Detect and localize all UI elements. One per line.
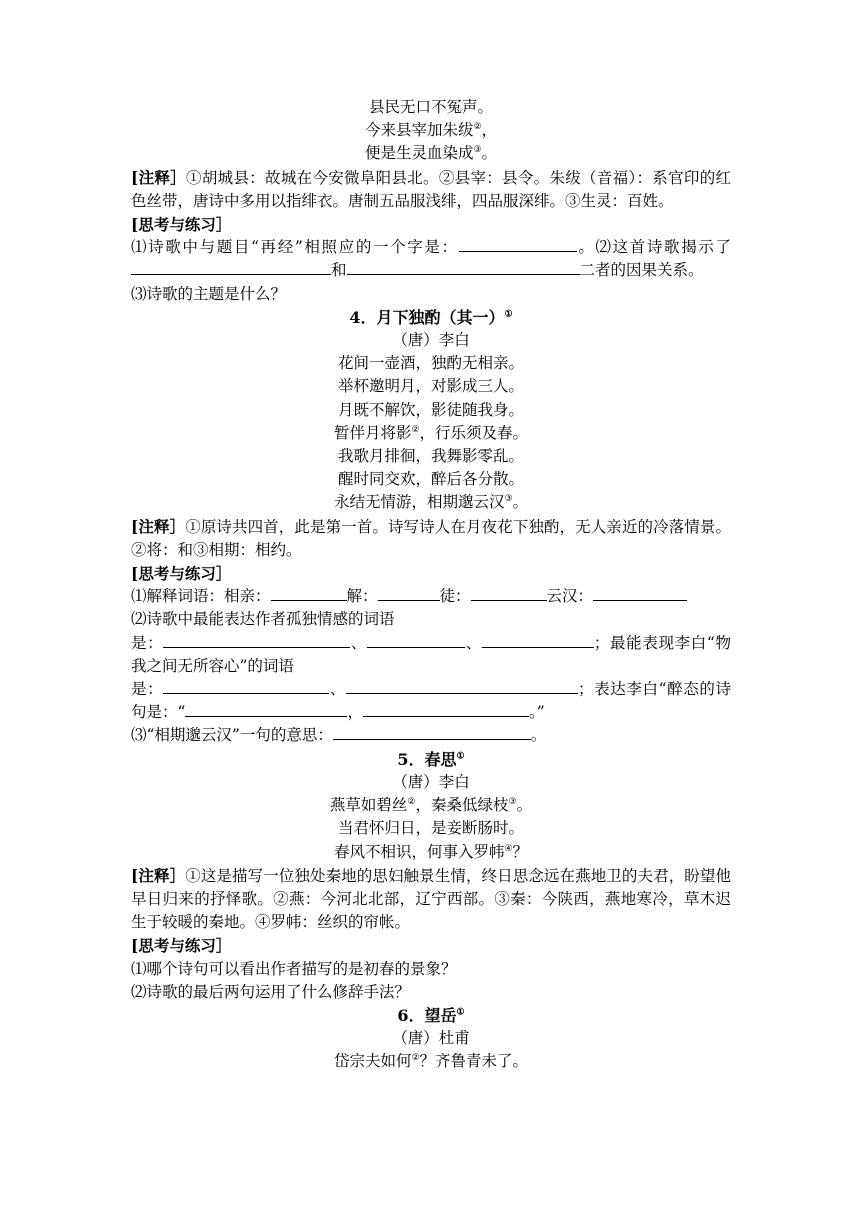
note-text: ①原诗共四首，此是第一首。诗写诗人在月夜花下独酌，无人亲近的冷落情景。②将：和③相期：相约。 (131, 517, 731, 559)
question-text: ⑶“相期邈云汉”一句的意思： (131, 726, 333, 745)
poem-line-text: 举杯邀明月，对影成三人。 (337, 377, 524, 396)
poem-title-text: 5．春思 (397, 749, 457, 769)
poem3-question-3: ⑶诗歌的主题是什么？ (131, 284, 287, 303)
poem4-notes (131, 515, 731, 562)
question-text: 、 (350, 633, 368, 652)
question-text: ⑴解释词语：相亲： (131, 587, 271, 606)
poem-line-text: 。 (512, 493, 529, 512)
poem-line-text: 永结无情游，相期邈云汉 (333, 493, 505, 512)
question-text: ；表达李白“醉态的诗句是：“ (131, 680, 731, 722)
footnote-mark: ① (504, 309, 513, 320)
poem4-question-2: ⑵诗歌中最能表达作者孤独情感的词语 (131, 610, 395, 629)
poem4-author: （唐）李白 (392, 331, 470, 350)
answer-blank[interactable] (131, 259, 331, 275)
poem4-line (131, 491, 731, 514)
poem-line-text: ？ (512, 842, 529, 861)
answer-blank[interactable] (163, 632, 350, 648)
footnote-mark: ③ (508, 796, 517, 807)
poem6-author: （唐）杜甫 (392, 1029, 470, 1048)
answer-blank[interactable] (363, 701, 529, 717)
poem4-line (131, 445, 731, 468)
poem3-line (131, 142, 731, 165)
answer-blank[interactable] (378, 585, 440, 601)
footnote-mark: ③ (504, 494, 513, 505)
poem5-line (131, 794, 731, 817)
answer-blank[interactable] (346, 678, 578, 694)
poem-line-text: ？齐鲁青未了。 (419, 1052, 529, 1071)
answer-blank[interactable] (333, 724, 531, 740)
poem-line-text: ， (481, 121, 498, 140)
answer-blank[interactable] (367, 632, 465, 648)
answer-blank[interactable] (471, 585, 547, 601)
poem5-author: （唐）李白 (392, 772, 470, 791)
poem4-question-1 (131, 585, 731, 608)
poem4-question-3 (131, 724, 731, 747)
poem-line-text: 花间一壶酒，独酌无相亲。 (337, 354, 524, 373)
poem-line-text: 县民无口不冤声。 (368, 98, 493, 116)
question-text: 解： (346, 587, 378, 606)
poem4-line (131, 375, 731, 398)
footnote-mark: ② (473, 122, 482, 133)
poem5-notes (131, 864, 731, 935)
poem3-line (131, 96, 731, 119)
poem-line-text: 暂伴月将影 (333, 423, 412, 442)
question-text: 和 (331, 261, 347, 280)
poem4-line (131, 422, 731, 445)
answer-blank[interactable] (593, 585, 687, 601)
poem5-question-2: ⑵诗歌的最后两句运用了什么修辞手法？ (131, 982, 411, 1001)
poem-line-text: ，行乐须及春。 (419, 423, 529, 442)
poem-line-text: 今来县宰加朱绂 (364, 121, 474, 140)
exercise-heading: [思考与练习］ (131, 936, 232, 956)
footnote-mark: ② (411, 424, 420, 435)
footnote-mark: ③ (473, 145, 482, 156)
poem-line-text: ，秦桑低绿枝 (415, 796, 509, 815)
poem5-line: 当君怀归日，是妾断肠时。 (337, 819, 524, 838)
question-text: 。⑵这首诗歌揭示了 (576, 238, 731, 257)
poem-line-text: 我歌月排徊，我舞影零乱。 (337, 447, 524, 466)
answer-blank[interactable] (185, 701, 347, 717)
poem-title-text: 4．月下独酌（其一） (349, 307, 505, 327)
poem-line-text: 春风不相识，何事入罗帏 (333, 842, 505, 861)
footnote-mark: ④ (504, 843, 513, 854)
question-text: ；最能表现李白“物我之间无所容心”的词语 (131, 633, 731, 675)
poem3-line (131, 119, 731, 142)
poem-line-text: 。 (481, 144, 498, 163)
note-text: ①胡城县：故城在今安微阜阳县北。②县宰：县令。朱绂（音福）：系官印的红色丝带，唐诗中多用以指绯衣。唐制五品服浅绯，四品服深绯。③生灵：百姓。 (131, 168, 731, 210)
question-text: ⑴诗歌中与题目“再经”相照应的一个字是： (131, 238, 459, 257)
poem-line-text: 便是生灵血染成 (364, 144, 474, 163)
poem3-notes (131, 166, 731, 213)
exercise-heading: [思考与练习］ (131, 564, 232, 584)
poem6-line (131, 1050, 731, 1073)
footnote-mark: ② (411, 1053, 420, 1064)
poem5-line (131, 841, 731, 864)
answer-blank[interactable] (271, 585, 347, 601)
poem4-line (131, 399, 731, 422)
poem-line-text: 月既不解饮，影徒随我身。 (337, 400, 524, 419)
question-text: 、 (329, 680, 346, 699)
footnote-mark: ① (456, 1007, 465, 1018)
poem-line-text: 醒时同交欢，醉后各分散。 (337, 470, 524, 489)
note-label: [注释］ (131, 516, 186, 536)
answer-blank[interactable] (347, 259, 580, 275)
answer-blank[interactable] (459, 236, 577, 252)
answer-blank[interactable] (163, 678, 329, 694)
poem5-title (131, 748, 731, 771)
question-text: 。” (528, 703, 545, 722)
question-text: 。 (530, 726, 547, 745)
footnote-mark: ① (456, 751, 465, 762)
poem4-question-2-more (131, 678, 731, 724)
poem4-line (131, 468, 731, 491)
question-text: 徒： (439, 587, 471, 606)
note-text: ①这是描写一位独处秦地的思妇触景生情，终日思念远在燕地卫的夫君，盼望他早日归来的抒怿歌。②燕：今河北北部，辽宁西部。③秦：今陕西，燕地寒冷，草木迟生于较暖的秦地。④罗帏：丝织的帘帐。 (131, 866, 731, 932)
poem-title-text: 6．望岳 (397, 1005, 457, 1025)
question-text: 二者的因果关系。 (579, 261, 704, 280)
poem-line-text: 。 (516, 796, 533, 815)
exercise-heading: [思考与练习］ (131, 215, 232, 235)
question-text: 云汉： (546, 587, 594, 606)
footnote-mark: ② (407, 796, 416, 807)
poem3-question-1-2 (131, 236, 731, 282)
question-text: 是： (131, 680, 164, 699)
poem5-question-1: ⑴哪个诗句可以看出作者描写的是初春的景象？ (131, 959, 457, 978)
document-page (131, 96, 731, 1074)
poem4-line (131, 352, 731, 375)
poem4-question-2-answers (131, 632, 731, 678)
question-text: 是： (131, 633, 164, 652)
question-text: 、 (465, 633, 482, 652)
poem-line-text: 燕草如碧丝 (329, 796, 408, 815)
poem-line-text: 岱宗夫如何 (333, 1052, 412, 1071)
question-text: ， (347, 703, 363, 722)
poem4-title (131, 306, 731, 329)
answer-blank[interactable] (482, 632, 594, 648)
note-label: [注释］ (131, 167, 187, 187)
note-label: [注释］ (131, 865, 186, 885)
poem6-title (131, 1004, 731, 1027)
